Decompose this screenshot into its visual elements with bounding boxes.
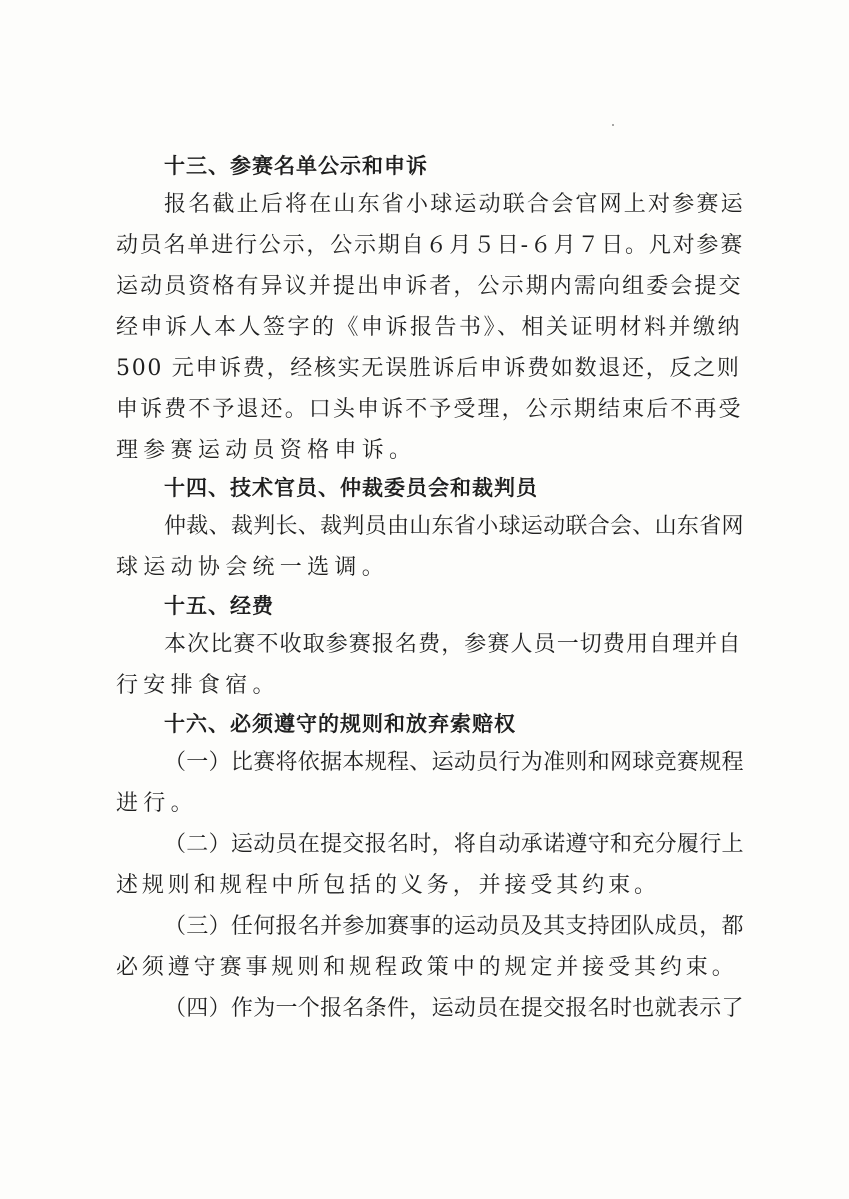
- section-15-line-2: 行安排食宿。: [116, 673, 280, 698]
- section-15-heading: 十五、经费: [164, 594, 274, 618]
- section-13-line-6: 申诉费不予退还。口头申诉不予受理，公示期结束后不再受: [116, 397, 743, 422]
- section-14-line-2: 球运动协会统一选调。: [116, 555, 390, 580]
- section-13-heading: 十三、参赛名单公示和申诉: [164, 154, 428, 178]
- section-13-line-5: 500 元申诉费，经核实无误胜诉后申诉费如数退还，反之则: [116, 356, 741, 381]
- section-16-line-5: （三）任何报名并参加赛事的运动员及其支持团队成员，都: [164, 914, 744, 939]
- section-13-line-1: 报名截止后将在山东省小球运动联合会官网上对参赛运: [164, 192, 745, 217]
- scan-speck: [612, 124, 614, 126]
- section-13-line-7: 理参赛运动员资格申诉。: [116, 438, 417, 463]
- section-16-line-1: （一）比赛将依据本规程、运动员行为准则和网球竞赛规程: [164, 750, 744, 775]
- section-15-line-1: 本次比赛不收取参赛报名费，参赛人员一切费用自理并自: [164, 632, 742, 657]
- section-16-line-6: 必须遵守赛事规则和规程政策中的规定并接受其约束。: [116, 955, 738, 980]
- section-16-line-4: 述规则和规程中所包括的义务，并接受其约束。: [116, 873, 660, 898]
- section-14-heading: 十四、技术官员、仲裁委员会和裁判员: [164, 476, 538, 500]
- section-13-line-2: 动员名单进行公示，公示期自６月５日-６月７日。凡对参赛: [116, 233, 745, 258]
- section-16-line-3: （二）运动员在提交报名时，将自动承诺遵守和充分履行上: [164, 832, 744, 857]
- section-16-heading: 十六、必须遵守的规则和放弃索赔权: [164, 712, 516, 736]
- section-13-line-3: 运动员资格有异议并提出申诉者，公示期内需向组委会提交: [116, 274, 743, 299]
- section-13-line-4: 经申诉人本人签字的《申诉报告书》、相关证明材料并缴纳: [116, 315, 743, 340]
- section-16-line-2: 进行。: [116, 791, 198, 816]
- section-16-line-7: （四）作为一个报名条件，运动员在提交报名时也就表示了: [164, 996, 744, 1021]
- section-14-line-1: 仲裁、裁判长、裁判员由山东省小球运动联合会、山东省网: [164, 514, 744, 539]
